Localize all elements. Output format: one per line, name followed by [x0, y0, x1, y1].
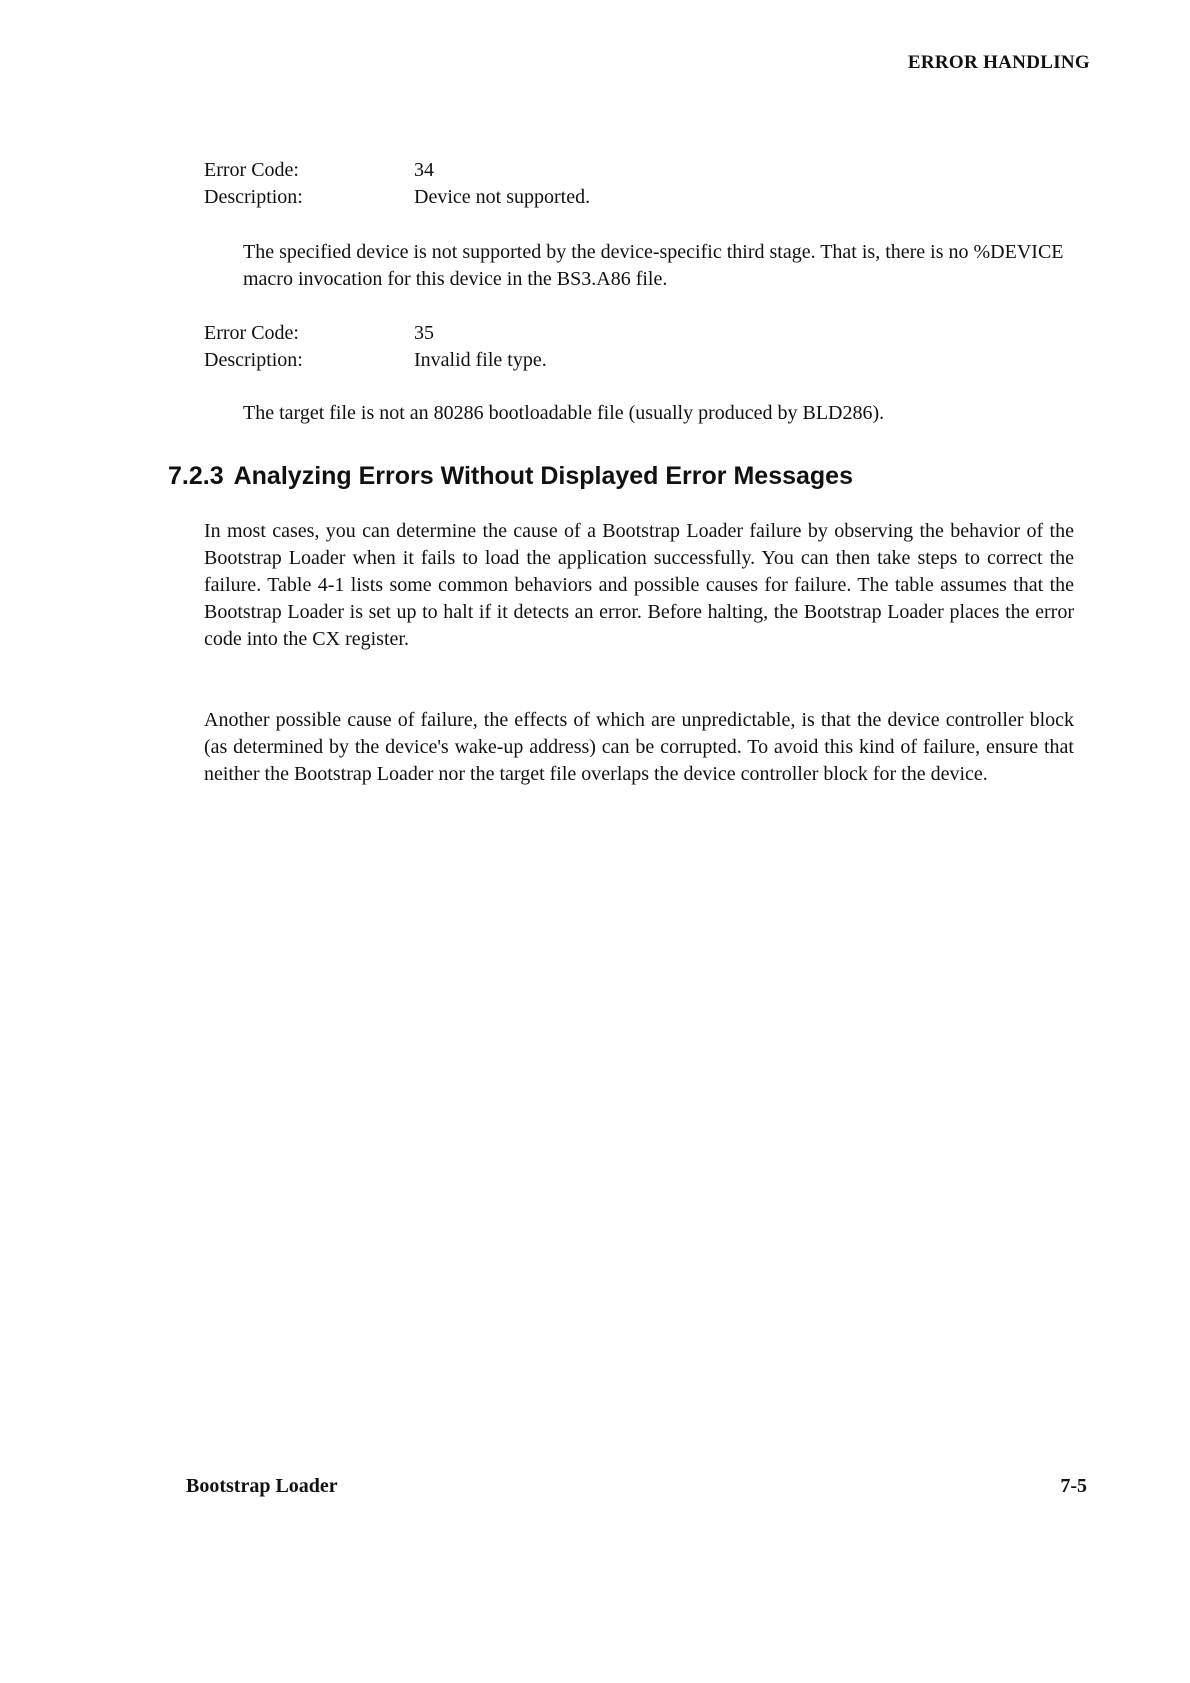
error-code-value: 34	[414, 159, 434, 181]
error-entry-34	[204, 157, 590, 211]
description-value: Device not supported.	[414, 186, 591, 208]
error-explanation-34: The specified device is not supported by the device-specific third stage. That is, there is no %DEVICE macro invocation for this device in the BS3.A86 file.	[243, 241, 1064, 290]
error-code-label: Error Code:	[204, 159, 299, 181]
section-number: 7.2.3	[168, 462, 224, 490]
section-title: Analyzing Errors Without Displayed Error Messages	[233, 462, 853, 490]
running-head: ERROR HANDLING	[907, 52, 1090, 73]
description-label: Description:	[204, 349, 303, 371]
description-row	[204, 347, 547, 374]
error-code-label: Error Code:	[204, 322, 299, 344]
error-code-row	[204, 320, 547, 347]
description-value: Invalid file type.	[414, 349, 547, 371]
error-code-value: 35	[414, 322, 434, 344]
error-code-row	[204, 157, 590, 184]
description-row	[204, 184, 590, 211]
footer-title: Bootstrap Loader	[186, 1475, 338, 1497]
description-label: Description:	[204, 186, 303, 208]
body-paragraph-2: Another possible cause of failure, the effects of which are unpredictable, is that the device controller block (as determined by the device's wake-up address) can be corrupted. To avoid this kind of failure, ensure that neither the Bootstrap Loader nor the target file overlaps the device controller block for the device.	[204, 709, 1074, 785]
error-entry-35	[204, 320, 547, 374]
error-explanation-35: The target file is not an 80286 bootloadable file (usually produced by BLD286).	[243, 402, 885, 424]
section-heading	[168, 462, 853, 491]
page-number: 7-5	[1060, 1475, 1087, 1497]
body-paragraph-1: In most cases, you can determine the cause of a Bootstrap Loader failure by observing the behavior of the Bootstrap Loader when it fails to load the application successfully. You can then take steps to correct the failure. Table 4-1 lists some common behaviors and possible causes for failure. The table assumes that the Bootstrap Loader is set up to halt if it detects an error. Before halting, the Bootstrap Loader places the error code into the CX register.	[204, 520, 1074, 650]
